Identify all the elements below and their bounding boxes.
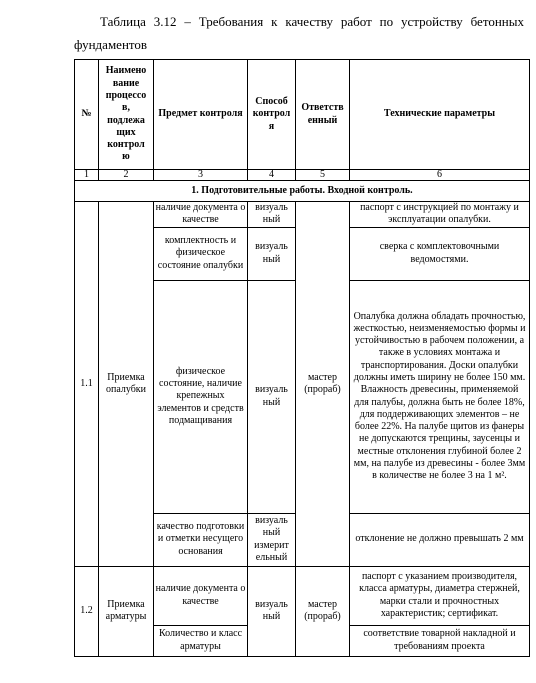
header-row: [75, 60, 530, 170]
technical-parameters: отклонение не должно превышать 2 мм: [350, 513, 530, 566]
column-number: 5: [296, 170, 350, 181]
control-method: визуаль ный: [248, 280, 296, 513]
header-parameters: Технические параметры: [350, 60, 530, 170]
column-number: 6: [350, 170, 530, 181]
header-process: Наимено вание процессо в, подлежа щих контрол ю: [99, 60, 154, 170]
control-method: визуаль ный: [248, 227, 296, 280]
quality-requirements-table: [74, 59, 530, 657]
header-method: Способ контрол я: [248, 60, 296, 170]
column-number: 2: [99, 170, 154, 181]
technical-parameters: соответствие товарной накладной и требованиям проекта: [350, 625, 530, 656]
caption-text: Таблица 3.12 – Требования к качеству работ по устройству бетонных фундаментов: [74, 14, 524, 52]
control-subject: наличие документа о качестве: [154, 202, 248, 228]
column-number: 4: [248, 170, 296, 181]
header-number: №: [75, 60, 99, 170]
control-subject: физическое состояние, наличие крепежных элементов и средств подмащивания: [154, 280, 248, 513]
control-subject: комплектность и физическое состояние опалубки: [154, 227, 248, 280]
header-responsible: Ответств енный: [296, 60, 350, 170]
control-method: визуаль ный: [248, 566, 296, 656]
process-name: Приемка арматуры: [99, 566, 154, 656]
column-number-row: [75, 170, 530, 181]
technical-parameters: паспорт с указанием производителя, класса арматуры, диаметра стержней, марки стали и прочностных характеристик; сертификат.: [350, 566, 530, 625]
column-number: 3: [154, 170, 248, 181]
control-method: визуаль ный: [248, 202, 296, 228]
table-row: [75, 202, 530, 228]
column-number: 1: [75, 170, 99, 181]
responsible-person: мастер (прораб): [296, 566, 350, 656]
control-subject: Количество и класс арматуры: [154, 625, 248, 656]
control-subject: наличие документа о качестве: [154, 566, 248, 625]
technical-parameters: сверка с комплектовочными ведомостями.: [350, 227, 530, 280]
control-method: визуаль ный измерит ельный: [248, 513, 296, 566]
technical-parameters: паспорт с инструкцией по монтажу и эксплуатации опалубки.: [350, 202, 530, 228]
section-row: [75, 181, 530, 202]
control-subject: качество подготовки и отметки несущего основания: [154, 513, 248, 566]
row-number: 1.2: [75, 566, 99, 656]
process-name: Приемка опалубки: [99, 202, 154, 567]
header-subject: Предмет контроля: [154, 60, 248, 170]
table-row: [75, 566, 530, 625]
row-number: 1.1: [75, 202, 99, 567]
section-title: 1. Подготовительные работы. Входной контроль.: [75, 181, 530, 202]
table-caption: [74, 10, 524, 56]
technical-parameters: Опалубка должна обладать прочностью, жесткостью, неизменяемостью формы и устойчивостью в рабочем положении, а также в условиях монтажа и транспортирования. Доски опалубки должны иметь ширину не более 150 мм. Влажность древесины, применяемой для палубы, должна быть не более 18%, для поддерживающих элементов – не более 22%. На палубе щитов из фанеры не допускаются трещины, заусенцы и местные отклонения глубиной более 2 мм, на палубе из древесины - более 3мм в количестве не более 3 на 1 м².: [350, 280, 530, 513]
responsible-person: мастер (прораб): [296, 202, 350, 567]
